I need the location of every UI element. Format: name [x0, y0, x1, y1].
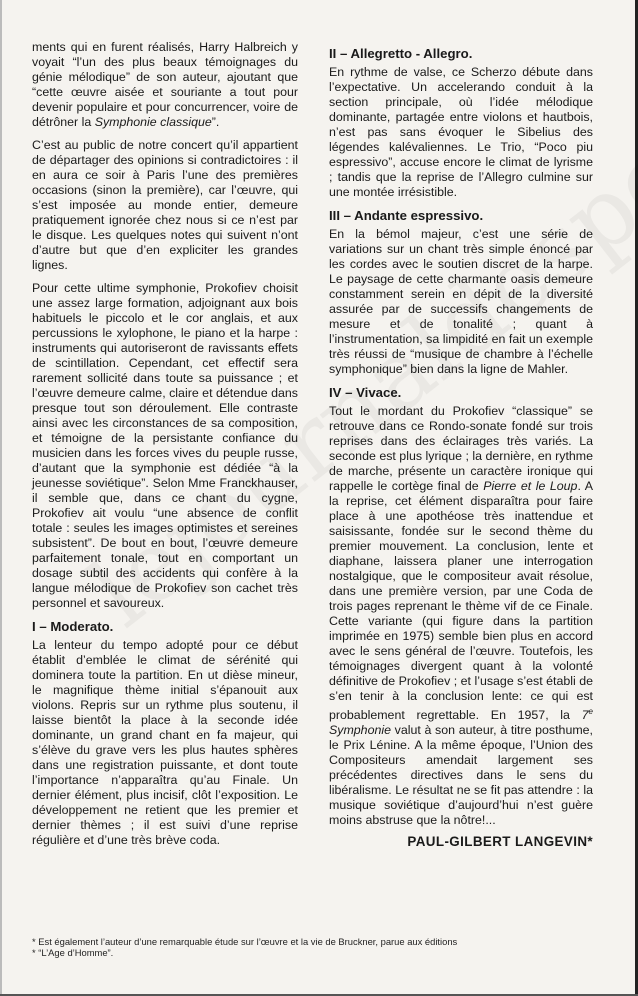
paragraph-orchestration: Pour cette ultime symphonie, Prokofiev choisit une assez large formation, adjoignant aux bois habituels le piccolo et le cor anglais, et aux percussions le xylophone, le piano et la harpe : instruments qui autoriseront de ravissants effets de scintillation. Cependant, cet effectif sera rarement sollicité dans toute sa puissance ; et l’œuvre demeure calme, claire et détendue dans presque tout son déroulement. Elle contraste ainsi avec les circonstances de sa composition, et témoigne de la persistante confiance du musicien dans les forces vives du peuple russe, d’autant que la symphonie est dédiée “à la jeunesse soviétique”. Selon Mme Franckhauser, il semble que, dans ce chant du cygne, Prokofiev ait voulu “une absence de conflit totale : seules les images optimistes et sereines subsistent”. De bout en bout, l’œuvre demeure parfaitement tonale, tout en comportant un dosage subtil des accidents qui confère à la langue mélodique de Prokofiev son cachet très personnel et savoureux. [32, 281, 298, 610]
paragraph-allegretto: En rythme de valse, ce Scherzo débute dans l’expectative. Un accelerando conduit à la section principale, où l’idée mélodique dominante, partagée entre violons et hautbois, n’est pas sans évoquer le Sibelius des légendes kalévaliennes. Le Trio, “Poco piu espressivo”, accuse encore le climat de lyrisme ; tandis que la reprise de l’Allegro culmine sur une montée irrésistible. [329, 65, 593, 199]
left-column [32, 40, 298, 848]
paragraph-public: C’est au public de notre concert qu’il appartient de départager des opinions si contradictoires : il en aura ce soir à Paris l’une des premières occasions (sinon la première), car l’œuvre, qui s’est imposée au monde entier, demeure pratiquement ignorée chez nous si ce n’est par le disque. Les quelques notes qui suivent n’ont d’autre but que d’en expliciter les grandes lignes. [32, 138, 298, 272]
section-heading-andante: III – Andante espressivo. [329, 208, 484, 223]
footnote-line-1: * Est également l’auteur d’une remarquable étude sur l’œuvre et la vie de Bruckner, parue aux éditions [32, 936, 458, 947]
paragraph-andante: En la bémol majeur, c’est une série de variations sur un chant très simple énoncé par les cordes avec le soutien discret de la harpe. Le paysage de cette charmante oasis demeure constamment serein en dépit de la diversité assurée par de successifs changements de mesure et de tonalité ; quant à l’instrumentation, sa limpidité en fait un exemple très réussi de “musique de chambre à l’échelle symphonique” bien dans la ligne de Mahler. [329, 227, 593, 376]
section-heading-moderato: I – Moderato. [32, 619, 114, 634]
author-signature: PAUL-GILBERT LANGEVIN* [407, 834, 593, 850]
paragraph-moderato: La lenteur du tempo adopté pour ce début établit d’emblée le climat de sérénité qui dominera toute la partition. En ut dièse mineur, le magnifique thème initial s’épanouit aux violons. Repris sur un rythme plus soutenu, il laisse bientôt la place à la seconde idée dominante, un grand chant en fa majeur, qui s’élève du grave vers les plus hautes sphères dans une registration puissante, et dont toute l’importance n’apparaîtra qu’au Finale. Un dernier élément, plus incisif, clôt l’exposition. Le développement ne retient que les premier et dernier thèmes ; il est suivi d’une reprise régulière et d’une très brève coda. [32, 638, 298, 847]
page-edge-left [0, 0, 2, 996]
right-column [329, 46, 593, 849]
paragraph-vivace: Tout le mordant du Prokofiev “classique” se retrouve dans ce Rondo-sonate fondé sur trois reprises dans des éclairages très variés. La seconde est plus lyrique ; la dernière, en rythme de marche, présente un caractère ironique qui rappelle le cortège final de Pierre et le Loup. A la reprise, cet élément disparaîtra pour faire place à une apothéose très inattendue et saisissante, fondée sur le second thème du premier mouvement. La conclusion, lente et diaphane, laissera planer une interrogation nostalgique, que le compositeur avait résolue, dans une première version, par une Coda de trois pages reprenant le thème vif de ce Finale. Cette variante (qui figure dans la partition imprimée en 1975) semble bien plus en accord avec le sens général de l’œuvre. Toutefois, les témoignages divergent quant à la volonté définitive de Prokofiev ; et l’usage s’est établi de s’en tenir à la conclusion lente: ce qui est probablement regrettable. En 1957, la 7e Symphonie valut à son auteur, à titre posthume, le Prix Lénine. A la même époque, l’Union des Compositeurs amendait largement ses précédentes directives dans le sens du libéralisme. Le résultat ne se fit pas attendre : la musique soviétique d’aujourd’hui n’est guère moins abstruse que la nôtre!... [329, 404, 594, 828]
paragraph-intro: ments qui en furent réalisés, Harry Halbreich y voyait “l’un des plus beaux témoignages du génie mélodique” de son auteur, ajoutant que “cette œuvre aisée et souriante a tout pour devenir populaire et pour concurrencer, voire de détrôner la Symphonie classique”. [32, 40, 298, 129]
footnote [32, 936, 612, 958]
section-heading-vivace: IV – Vivace. [329, 385, 402, 400]
footnote-line-2: * “L’Age d’Homme”. [32, 947, 114, 958]
section-heading-allegretto: II – Allegretto - Allegro. [329, 46, 473, 61]
